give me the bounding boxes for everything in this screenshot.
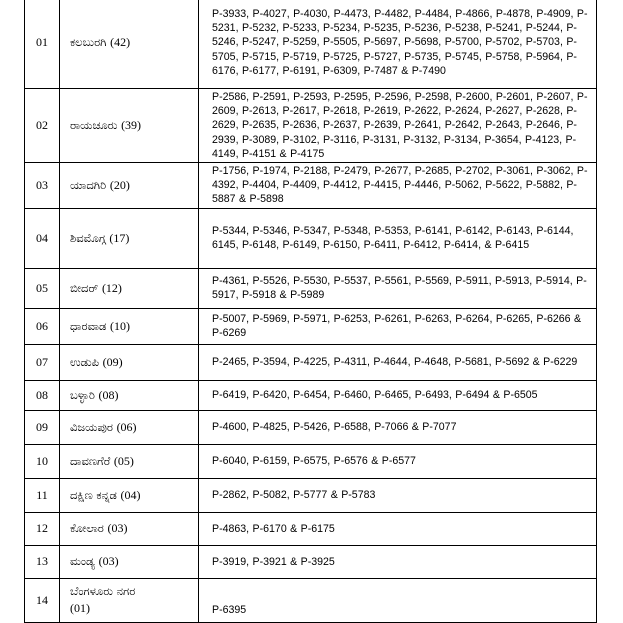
district-count: (06) [116,419,137,434]
district-name: ದಾವಣಗೆರೆ [70,453,111,468]
district-cell [60,308,199,344]
district-count: (08) [98,387,119,402]
district-count: (42) [110,35,131,49]
table-row [25,0,597,89]
district-cell [60,478,199,512]
district-cases-table [24,0,597,623]
table-row [25,578,597,622]
row-number: 02 [25,89,60,163]
district-cell [60,163,199,209]
patient-numbers: P-6040, P-6159, P-6575, P-6576 & P-6577 [199,444,597,478]
table-row [25,478,597,512]
district-count: (03) [98,554,119,569]
patient-numbers: P-3933, P-4027, P-4030, P-4473, P-4482, P-4484, P-4866, P-4878, P-4909, P-5231, P-5232, P-5233, P-5234, P-5235, P-5236, P-5238, P-5241, P-5244, P-5246, P-5247, P-5259, P-5505, P-5697, P-5698, P-5700, P-5702, P-5703, P-5705, P-5715, P-5719, P-5725, P-5727, P-5735, P-5745, P-5758, P-5964, P-6176, P-6177, P-6191, P-6309, P-7487 & P-7490 [199,0,597,89]
patient-numbers: P-4600, P-4825, P-5426, P-6588, P-7066 & P-7077 [199,410,597,444]
patient-numbers: P-3919, P-3921 & P-3925 [199,545,597,578]
district-count: (10) [110,318,130,333]
district-cell [60,380,199,410]
district-count: (20) [109,177,130,192]
table-row [25,308,597,344]
district-name: ಬಳ್ಳಾರಿ [70,387,95,402]
district-count: (05) [113,453,134,468]
patient-numbers: P-4361, P-5526, P-5530, P-5537, P-5561, P-5569, P-5911, P-5913, P-5914, P-5917, P-5918 & P-5989 [199,268,597,308]
district-count: (03) [107,521,128,536]
district-name: ಕೋಲಾರ [70,521,104,536]
row-number: 08 [25,380,60,410]
patient-numbers: P-5007, P-5969, P-5971, P-6253, P-6261, P-6263, P-6264, P-6265, P-6266 & P-6269 [199,308,597,344]
district-count: (39) [121,118,142,132]
district-count: (01) [70,601,90,616]
district-name: ಧಾರವಾಡ [70,318,107,333]
row-number: 07 [25,344,60,380]
table-row [25,545,597,578]
row-number: 13 [25,545,60,578]
patient-numbers: P-2465, P-3594, P-4225, P-4311, P-4644, P-4648, P-5681, P-5692 & P-6229 [199,344,597,380]
district-name: ಯಾದಗಿರಿ [70,177,107,192]
row-number: 01 [25,0,60,89]
patient-numbers: P-4863, P-6170 & P-6175 [199,512,597,545]
patient-numbers: P-6419, P-6420, P-6454, P-6460, P-6465, P-6493, P-6494 & P-6505 [199,380,597,410]
table-row [25,163,597,209]
table-row [25,444,597,478]
table-row [25,89,597,163]
district-cell [60,512,199,545]
district-cell [60,344,199,380]
table-row [25,268,597,308]
district-cell [60,444,199,478]
table-row [25,410,597,444]
district-cell [60,578,199,622]
district-name: ಬೀದರ್ [70,280,99,295]
row-number: 06 [25,308,60,344]
district-name: ಉಡುಪಿ [70,354,100,369]
district-count: (17) [109,230,130,245]
district-count: (09) [102,354,123,369]
district-name: ವಿಜಯಪುರ [70,419,113,434]
district-cell [60,89,199,163]
patient-numbers: P-2862, P-5082, P-5777 & P-5783 [199,478,597,512]
table-row [25,512,597,545]
row-number: 09 [25,410,60,444]
patient-numbers: P-6395 [199,578,597,622]
district-count: (04) [120,487,141,502]
table-row [25,208,597,268]
district-cell [60,0,199,89]
district-name: ಶಿವಮೊಗ್ಗ [70,230,106,245]
row-number: 05 [25,268,60,308]
row-number: 14 [25,578,60,622]
patient-numbers: P-1756, P-1974, P-2188, P-2479, P-2677, P-2685, P-2702, P-3061, P-3062, P-4392, P-4404, P-4409, P-4412, P-4415, P-4446, P-5062, P-5622, P-5882, P-5887 & P-5898 [199,163,597,209]
district-name: ಮಂಡ್ಯ [70,554,95,569]
district-cell [60,410,199,444]
district-cell [60,545,199,578]
district-count: (12) [101,280,122,295]
table-row [25,380,597,410]
district-name: ದಕ್ಷಿಣ ಕನ್ನಡ [70,487,117,502]
patient-numbers: P-2586, P-2591, P-2593, P-2595, P-2596, P-2598, P-2600, P-2601, P-2607, P-2609, P-2613, P-2617, P-2618, P-2619, P-2622, P-2624, P-2627, P-2628, P-2629, P-2635, P-2636, P-2637, P-2639, P-2641, P-2642, P-2643, P-2646, P-2939, P-3089, P-3102, P-3116, P-3131, P-3132, P-3134, P-3654, P-4123, P-4149, P-4151 & P-4175 [199,89,597,163]
district-name: ರಾಯಚೂರು [70,118,118,132]
row-number: 12 [25,512,60,545]
table-row [25,344,597,380]
district-cell [60,268,199,308]
district-cases-table-container [24,0,597,623]
row-number: 11 [25,478,60,512]
row-number: 04 [25,208,60,268]
patient-numbers: P-5344, P-5346, P-5347, P-5348, P-5353, P-6141, P-6142, P-6143, P-6144, 6145, P-6148, P-6149, P-6150, P-6411, P-6412, P-6414, & P-6415 [199,208,597,268]
district-name: ಬೆಂಗಳೂರು ನಗರ [70,584,136,599]
district-name: ಕಲಬುರಗಿ [70,35,107,49]
district-cell [60,208,199,268]
row-number: 10 [25,444,60,478]
row-number: 03 [25,163,60,209]
